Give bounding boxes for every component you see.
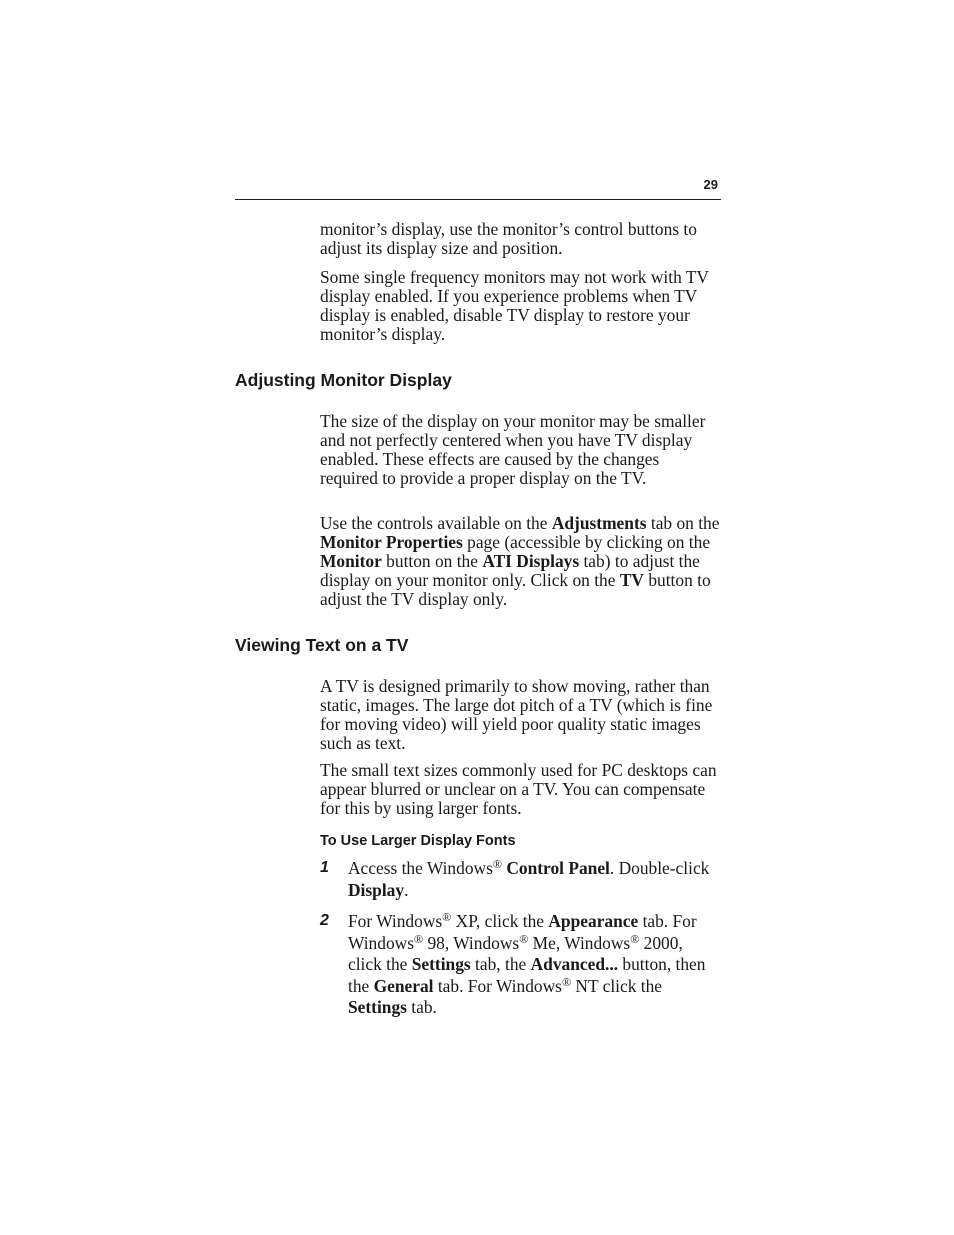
bold-display: Display — [348, 879, 405, 900]
step-number: 2 — [320, 912, 329, 929]
intro-paragraph-2: Some single frequency monitors may not work with TV display enabled. If you experience problems when TV display is enabled, disable TV display to restore your monitor’s display. — [320, 267, 709, 344]
viewing-paragraph-2: The small text sizes commonly used for PC desktops can appear blurred or unclear on a TV. You can compensate for this by using larger fonts. — [320, 760, 717, 818]
section-heading-viewing-text-on-a-tv: Viewing Text on a TV — [235, 635, 409, 655]
bold-ati-displays: ATI Displays — [482, 551, 580, 571]
procedure-title: To Use Larger Display Fonts — [320, 833, 516, 849]
bold-monitor-properties: Monitor Properties — [320, 532, 463, 552]
adjusting-paragraph-1: The size of the display on your monitor may be smaller and not perfectly centered when you have TV display enabled. These effects are caused by the changes required to provide a proper display on the TV. — [320, 411, 706, 488]
registered-mark: ® — [492, 857, 502, 871]
section-heading-adjusting-monitor-display: Adjusting Monitor Display — [235, 370, 452, 390]
bold-settings: Settings — [411, 954, 471, 974]
registered-mark: ® — [519, 931, 529, 946]
intro-paragraph-1: monitor’s display, use the monitor’s control buttons to adjust its display size and position. — [320, 219, 697, 258]
step-number: 1 — [320, 859, 329, 876]
page-number: 29 — [703, 177, 718, 192]
registered-mark: ® — [630, 931, 640, 946]
bold-settings: Settings — [348, 997, 407, 1017]
bold-control-panel: Control Panel — [506, 858, 610, 878]
bold-general: General — [373, 975, 434, 996]
adjusting-paragraph-2: Use the controls available on the Adjustments tab on the Monitor Properties page (accessible by clicking on the Monitor button on the ATI Displays tab) to adjust the display on your monitor only. Click on the TV button to adjust the TV display only. — [320, 513, 720, 609]
step-text: For Windows® XP, click the Appearance tab. For Windows® 98, Windows® Me, Windows® 2000, click the Settings tab, the Advanced... button, then the General tab. For Windows® NT click the Settings tab. — [348, 910, 706, 1017]
viewing-paragraph-1: A TV is designed primarily to show moving, rather than static, images. The large dot pitch of a TV (which is fine for moving video) will yield poor quality static images such as text. — [320, 676, 713, 753]
bold-monitor: Monitor — [320, 551, 382, 571]
registered-mark: ® — [442, 910, 452, 924]
registered-mark: ® — [413, 931, 424, 946]
step-text: Access the Windows® Control Panel. Double-click Display. — [348, 857, 710, 900]
header-rule — [235, 199, 721, 200]
bold-advanced: Advanced... — [530, 954, 619, 974]
registered-mark: ® — [561, 974, 572, 989]
bold-adjustments: Adjustments — [551, 513, 647, 533]
bold-appearance: Appearance — [548, 911, 639, 931]
bold-tv: TV — [619, 570, 644, 590]
